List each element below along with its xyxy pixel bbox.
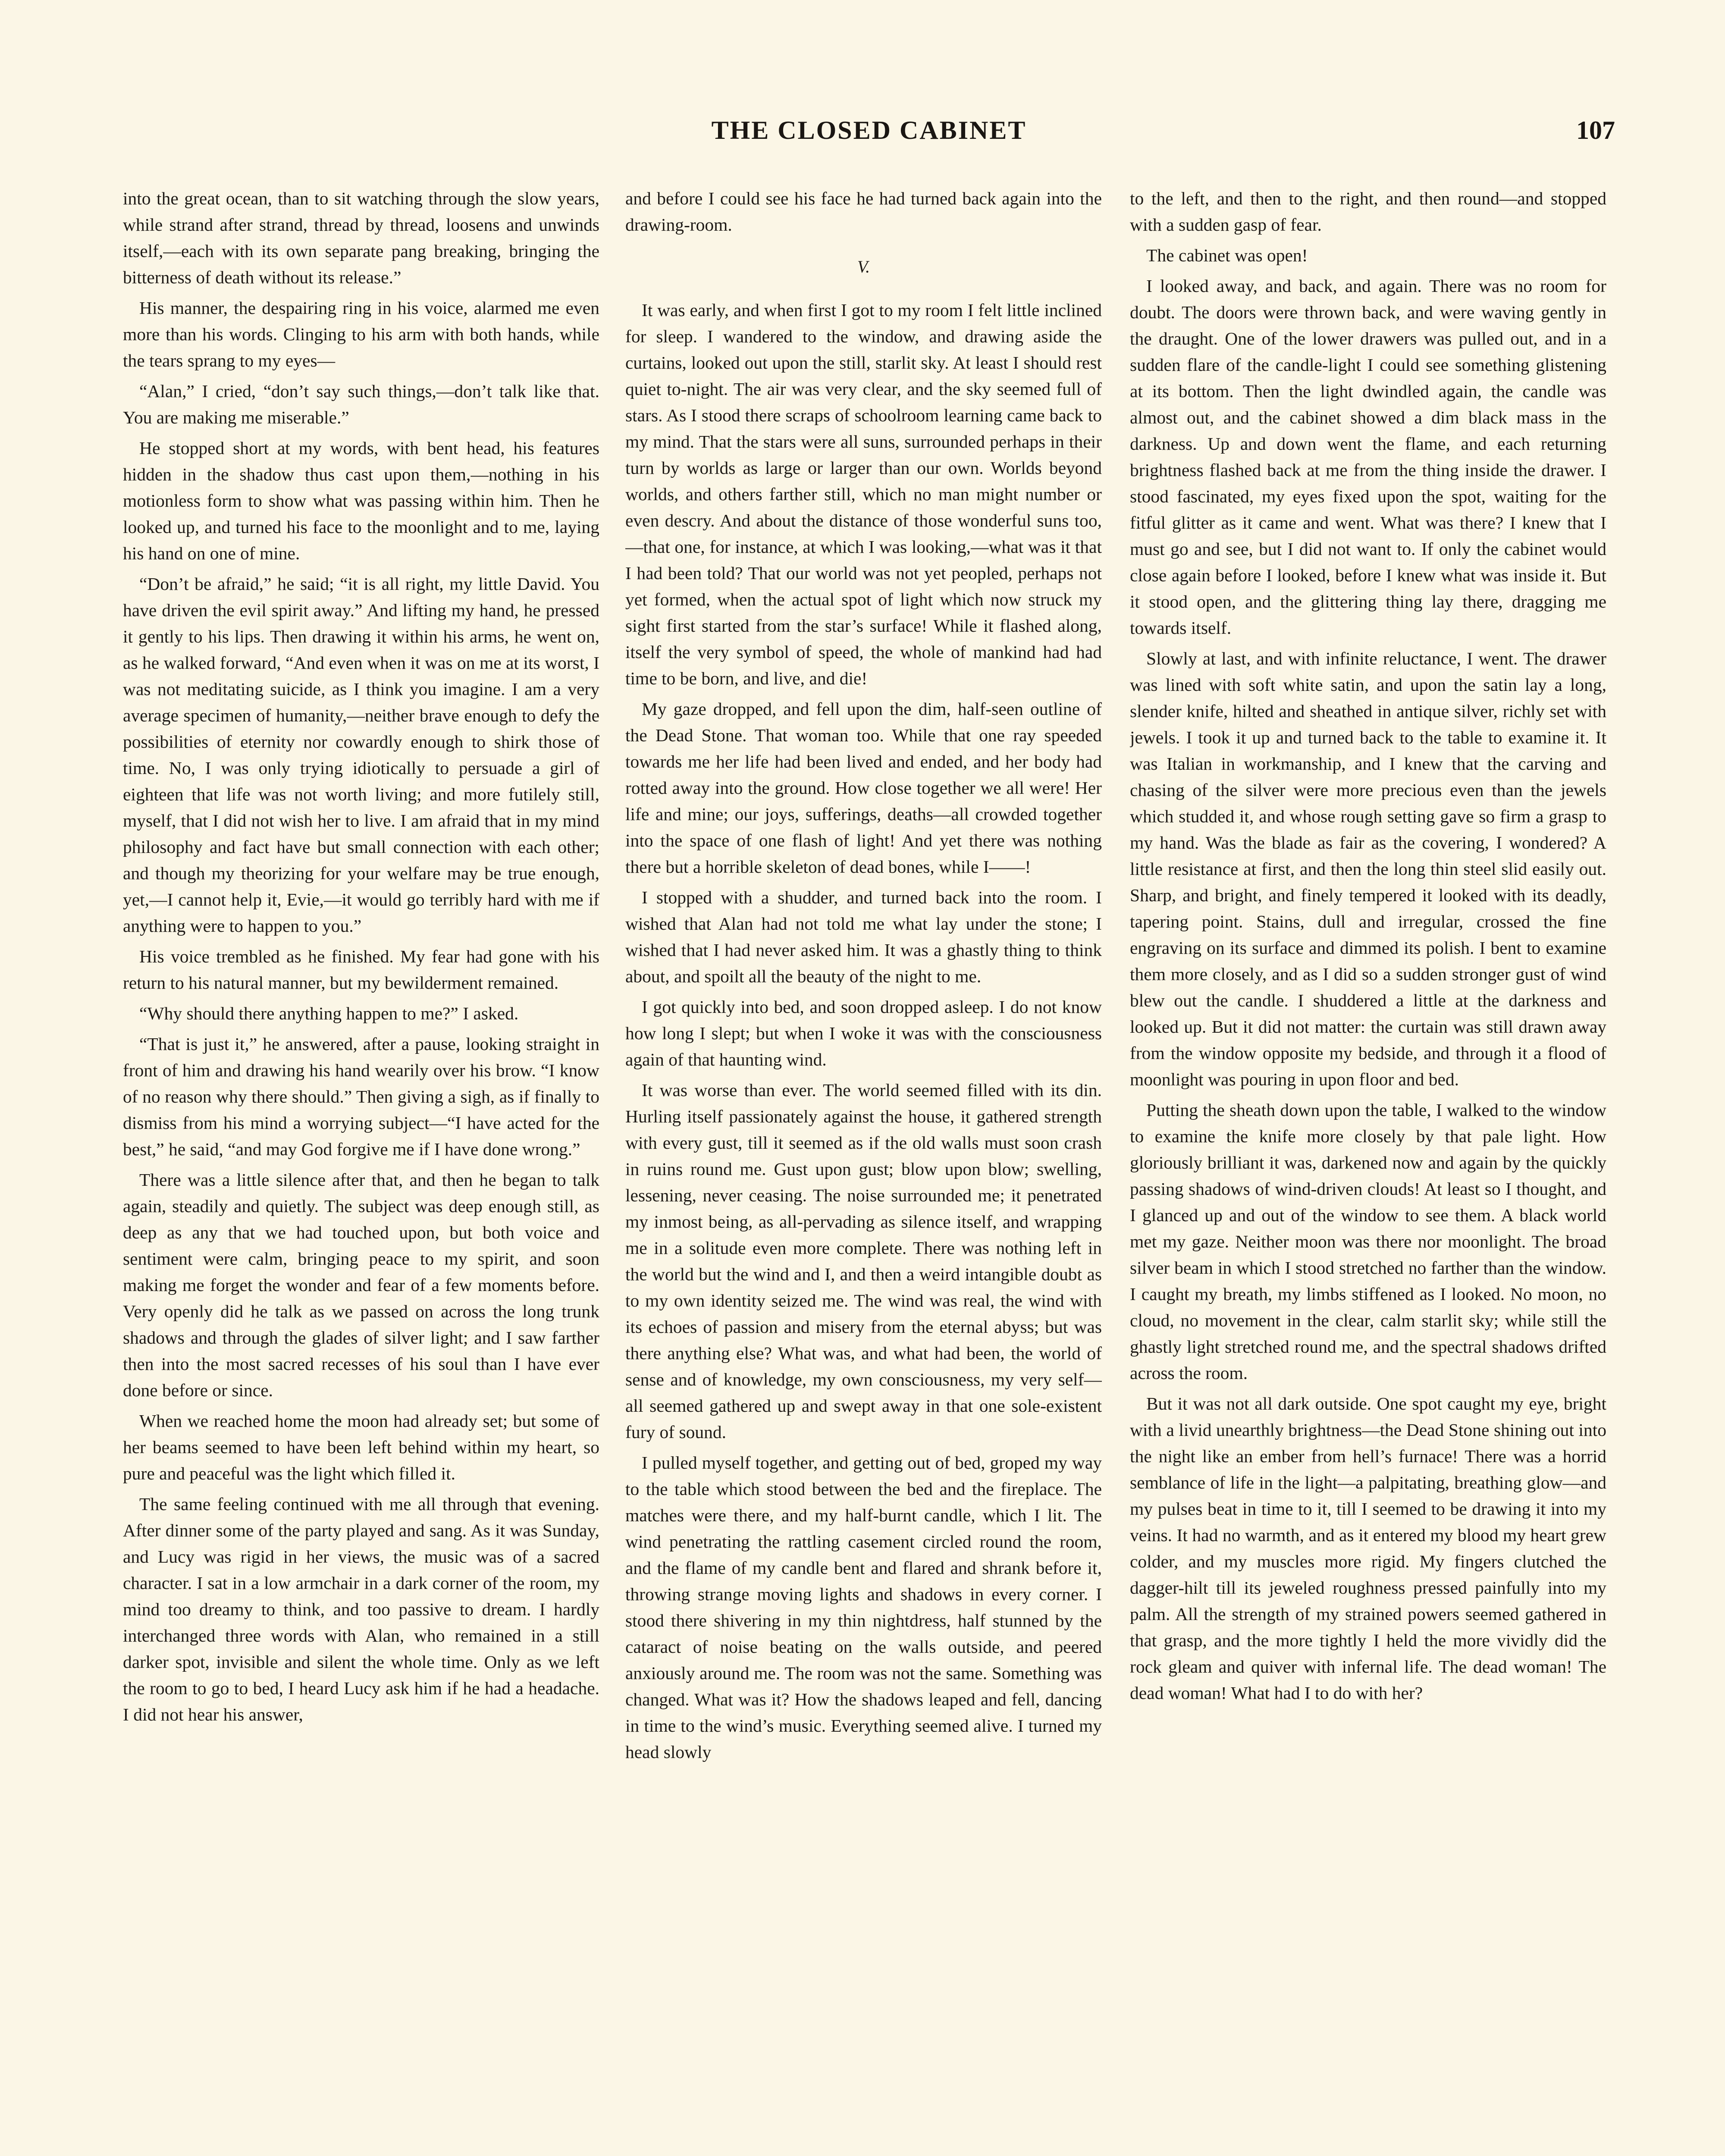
text-column-3 bbox=[1130, 185, 1606, 2156]
paragraph: “Why should there anything happen to me?” I asked. bbox=[139, 1003, 519, 1023]
paragraph: “Don’t be afraid,” he said; “it is all right, my little David. You have driven the evil spirit away.” And lifting my hand, he pressed it gently to his lips. Then drawing it within his arms, he went on, as he walked forward, “And even when it was on me at its worst, I was not meditating suicide, as I think you imagine. I am a very average specimen of humanity,—neither brave enough to defy the possibilities of eternity nor cowardly enough to shirk those of time. No, I was only trying idiotically to persuade a girl of eighteen that life was not worth living; and more futilely still, myself, that I did not wish her to live. I am afraid that in my mind philosophy and fact have but small connection with each other; and though my theorizing for your welfare may be true enough, yet,—I cannot help it, Evie,—it would go terribly hard with me if anything were to happen to you.” bbox=[123, 574, 599, 936]
paragraph: My gaze dropped, and fell upon the dim, half-seen outline of the Dead Stone. That woman too. While that one ray speeded towards me her life had been lived and ended, and her body had rotted away into the ground. How close together we all were! Her life and mine; our joys, sufferings, deaths—all crowded together into the space of one flash of light! And yet there was nothing there but a horrible skeleton of dead bones, while I——! bbox=[625, 699, 1102, 877]
paragraph: “Alan,” I cried, “don’t say such things,—don’t talk like that. You are making me miserable.” bbox=[123, 381, 599, 427]
paragraph: There was a little silence after that, and then he began to talk again, steadily and quietly. The subject was deep enough still, as deep as any that we had touched upon, but both voice and sentiment were calm, bringing peace to my spirit, and soon making me forget the wonder and fear of a few moments before. Very openly did he talk as we passed on across the long trunk shadows and through the glades of silver light; and I saw farther then into the most sacred recesses of his soul than I have ever done before or since. bbox=[123, 1170, 599, 1400]
text-columns bbox=[123, 185, 1615, 2156]
paragraph: But it was not all dark outside. One spot caught my eye, bright with a livid unearthly brightness—the Dead Stone shining out into the night like an ember from hell’s furnace! There was a horrid semblance of life in the light—a palpitating, breathing glow—and my pulses beat in time to it, till I seemed to be drawing it into my veins. It had no warmth, and as it entered my blood my heart grew colder, and my muscles more rigid. My fingers clutched the dagger-hilt till its jeweled roughness pressed painfully into my palm. All the strength of my strained powers seemed gathered in that grasp, and the more tightly I held the more vividly did the rock gleam and quiver with infernal life. The dead woman! The dead woman! What had I to do with her? bbox=[1130, 1394, 1606, 1703]
paragraph: Slowly at last, and with infinite reluctance, I went. The drawer was lined with soft white satin, and upon the satin lay a long, slender knife, hilted and sheathed in antique silver, richly set with jewels. I took it up and turned back to the table to examine it. It was Italian in workmanship, and I knew that the carving and chasing of the silver were more precious even than the jewels which studded it, and whose rough setting gave so firm a grasp to my hand. Was the blade as fair as the covering, I wondered? A little resistance at first, and then the long thin steel slid easily out. Sharp, and bright, and finely tempered it looked with its deadly, tapering point. Stains, dull and irregular, crossed the fine engraving on its surface and dimmed its polish. I bent to examine them more closely, and as I did so a sudden stronger gust of wind blew out the candle. I shuddered a little at the darkness and looked up. But it did not matter: the curtain was still drawn away from the window opposite my bedside, and through it a flood of moonlight was pouring in upon floor and bed. bbox=[1130, 649, 1606, 1089]
paragraph: His voice trembled as he finished. My fear had gone with his return to his natural manner, but my bewilderment remained. bbox=[123, 946, 599, 993]
paragraph: “That is just it,” he answered, after a pause, looking straight in front of him and drawing his hand wearily over his brow. “I know of no reason why there should.” Then giving a sigh, as if finally to dismiss from his mind a worrying subject—“I have acted for the best,” he said, “and may God forgive me if I have done wrong.” bbox=[123, 1034, 599, 1159]
paragraph: I pulled myself together, and getting out of bed, groped my way to the table which stood between the bed and the fireplace. The matches were there, and my half-burnt candle, which I lit. The wind penetrating the rattling casement circled round the room, and the flame of my candle bent and flared and shrank before it, throwing strange moving lights and shadows in every corner. I stood there shivering in my thin nightdress, half stunned by the cataract of noise beating on the walls outside, and peered anxiously around me. The room was not the same. Something was changed. What was it? How the shadows leaped and fell, dancing in time to the wind’s music. Everything seemed alive. I turned my head slowly bbox=[625, 1453, 1102, 1762]
page-number: 107 bbox=[1576, 116, 1615, 144]
continued-paragraph: and before I could see his face he had turned back again into the drawing-room. bbox=[625, 188, 1102, 235]
paragraph: He stopped short at my words, with bent head, his features hidden in the shadow thus cast upon them,—nothing in his motionless form to show what was passing within him. Then he looked up, and turned his face to the moonlight and to me, laying his hand on one of mine. bbox=[123, 438, 599, 563]
paragraph: The cabinet was open! bbox=[1146, 245, 1308, 265]
paragraph: It was worse than ever. The world seemed filled with its din. Hurling itself passionately against the house, it gathered strength with every gust, till it seemed as if the old walls must soon crash in ruins round me. Gust upon gust; blow upon blow; swelling, lessening, never ceasing. The noise surrounded me; it penetrated my inmost being, as all-pervading as silence itself, and wrapping me in a solitude even more complete. There was nothing left in the world but the wind and I, and then a weird intangible doubt as to my own identity seized me. The wind was real, the wind with its echoes of passion and misery from the eternal abyss; but was there anything else? What was, and what had been, the world of sense and of knowledge, my own consciousness, my very self—all seemed gathered up and swept away in that one sole-existent fury of sound. bbox=[625, 1080, 1102, 1442]
paragraph: I looked away, and back, and again. There was no room for doubt. The doors were thrown back, and were waving gently in the draught. One of the lower drawers was pulled out, and in a sudden flare of the candle-light I could see something glistening at its bottom. Then the light dwindled again, the candle was almost out, and the cabinet showed a dim black mass in the darkness. Up and down went the flame, and each returning brightness flashed back at me from the thing inside the drawer. I stood fascinated, my eyes fixed upon the spot, waiting for the fitful glitter as it came and went. What was there? I knew that I must go and see, but I did not want to. If only the cabinet would close again before I looked, before I knew what was inside it. But it stood open, and the glittering thing lay there, dragging me towards itself. bbox=[1130, 276, 1606, 638]
page-header bbox=[123, 116, 1615, 159]
running-title: THE CLOSED CABINET bbox=[711, 116, 1027, 144]
paragraph: His manner, the despairing ring in his voice, alarmed me even more than his words. Clinging to his arm with both hands, while the tears sprang to my eyes— bbox=[123, 298, 599, 370]
paragraph: It was early, and when first I got to my room I felt little inclined for sleep. I wandered to the window, and drawing aside the curtains, looked out upon the still, starlit sky. At least I should rest quiet to-night. The air was very clear, and the sky seemed full of stars. As I stood there scraps of schoolroom learning came back to my mind. That the stars were all suns, surrounded perhaps in their turn by worlds as large or larger than our own. Worlds beyond worlds, and others farther still, which no man might number or even descry. And about the distance of those wonderful suns too,—that one, for instance, at which I was looking,—what was it that I had been told? That our world was not yet peopled, perhaps not yet formed, when the actual spot of light which now struck my sight first started from the star’s surface! While it flashed along, itself the very symbol of speed, the whole of mankind had had time to be born, and live, and die! bbox=[625, 300, 1102, 688]
continued-paragraph: into the great ocean, than to sit watching through the slow years, while strand after strand, thread by thread, loosens and unwinds itself,—each with its own separate pang breaking, bringing the bitterness of death without its release.” bbox=[123, 188, 599, 287]
continued-paragraph: to the left, and then to the right, and then round—and stopped with a sudden gasp of fear. bbox=[1130, 188, 1606, 235]
text-column-1 bbox=[123, 185, 599, 2156]
text-column-2 bbox=[625, 185, 1102, 2156]
paragraph: I stopped with a shudder, and turned back into the room. I wished that Alan had not told me what lay under the stone; I wished that I had never asked him. It was a ghastly thing to think about, and spoilt all the beauty of the night to me. bbox=[625, 887, 1102, 986]
paragraph: I got quickly into bed, and soon dropped asleep. I do not know how long I slept; but when I woke it was with the consciousness again of that haunting wind. bbox=[625, 997, 1102, 1069]
paragraph: When we reached home the moon had already set; but some of her beams seemed to have been left behind within my heart, so pure and peaceful was the light which filled it. bbox=[123, 1411, 599, 1483]
paragraph: The same feeling continued with me all through that evening. After dinner some of the party played and sang. As it was Sunday, and Lucy was rigid in her views, the music was of a sacred character. I sat in a low armchair in a dark corner of the room, my mind too dreamy to think, and too passive to dream. I hardly interchanged three words with Alan, who remained in a still darker spot, invisible and silent the whole time. Only as we left the room to go to bed, I heard Lucy ask him if he had a headache. I did not hear his answer, bbox=[123, 1494, 599, 1724]
section-heading: V. bbox=[857, 257, 870, 276]
paragraph: Putting the sheath down upon the table, I walked to the window to examine the knife more closely by that pale light. How gloriously brilliant it was, darkened now and again by the quickly passing shadows of wind-driven clouds! At least so I thought, and I glanced up and out of the window to see them. A black world met my gaze. Neither moon was there nor moonlight. The broad silver beam in which I stood stretched no farther than the window. I caught my breath, my limbs stiffened as I looked. No moon, no cloud, no movement in the clear, calm starlit sky; while still the ghastly light stretched round me, and the spectral shadows drifted across the room. bbox=[1130, 1100, 1606, 1383]
